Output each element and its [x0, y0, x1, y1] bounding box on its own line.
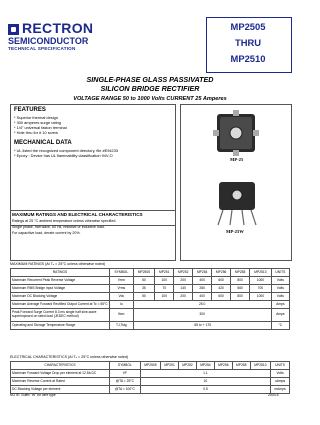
- table-row: [11, 293, 290, 301]
- package-label-mp25w: MP-25W: [226, 229, 244, 234]
- column-header: MP2505: [140, 362, 160, 370]
- product-title-line1: SINGLE-PHASE GLASS PASSIVATED: [86, 75, 214, 84]
- table-cell: Maximum RMS Bridge Input Voltage: [11, 285, 110, 293]
- table-header-row: [11, 269, 290, 277]
- package-label-mp25: MP-25: [230, 157, 244, 162]
- table-cell: 50: [133, 293, 155, 301]
- mechanical-item: * UL listed the recognized component directory, file #E94233: [14, 148, 119, 153]
- column-header: SYMBOL: [110, 269, 134, 277]
- table-header-row: [11, 362, 290, 370]
- table-cell: mAmps: [271, 386, 290, 394]
- mechanical-heading: MECHANICAL DATA: [14, 140, 72, 146]
- column-header: MP251: [161, 362, 179, 370]
- column-header: MP2505: [133, 269, 155, 277]
- table-row: [11, 378, 290, 386]
- part-number-thru: THRU: [234, 37, 262, 48]
- table-cell: 100: [155, 293, 174, 301]
- table-cell: 100: [155, 277, 174, 285]
- column-header: MP252: [179, 362, 197, 370]
- ratings-note-line: Single phase, half wave, 60 Hz, resistive or inductive load.: [12, 225, 105, 229]
- max-ratings-caption: MAXIMUM RATINGS (At Tₐ = 25°C unless otherwise noted): [10, 262, 106, 266]
- table-cell: 280: [193, 285, 212, 293]
- product-title-line2: SILICON BRIDGE RECTIFIER: [100, 84, 200, 93]
- table-cell: 70: [155, 285, 174, 293]
- column-header: MP251: [155, 269, 174, 277]
- table-cell: 300: [133, 309, 271, 322]
- feature-item: * 1/4" universal faston terminal: [14, 125, 67, 130]
- table-cell: VF: [110, 370, 141, 378]
- table-cell: 140: [174, 285, 193, 293]
- table-cell: @TA = 25°C: [110, 378, 141, 386]
- table-cell: °C: [271, 322, 289, 330]
- ratings-note-line: Ratings at 25 °C ambient temperature unless otherwise specified.: [12, 219, 117, 223]
- document-code: 2003-5: [268, 393, 279, 397]
- part-number-last: MP2510: [230, 53, 266, 64]
- table-cell: Volts: [271, 277, 289, 285]
- column-header: UNITS: [271, 269, 289, 277]
- table-cell: 0.5: [140, 386, 270, 394]
- feature-item: * Superior thermal design: [14, 115, 58, 120]
- table-cell: Maximum Forward Voltage Drop per element at 12.5A DC: [11, 370, 110, 378]
- column-header: RATINGS: [11, 269, 110, 277]
- table-row: [11, 309, 290, 322]
- table-cell: Ifsm: [110, 309, 134, 322]
- column-header: CHARACTERISTICS: [11, 362, 110, 370]
- table-cell: 600: [212, 277, 231, 285]
- column-header: UNITS: [271, 362, 290, 370]
- column-header: MP256: [212, 269, 231, 277]
- table-cell: Volts: [271, 293, 289, 301]
- table-cell: DC Blocking Voltage per element: [11, 386, 110, 394]
- table-cell: 560: [231, 285, 250, 293]
- table-cell: 800: [231, 277, 250, 285]
- table-cell: Amps: [271, 309, 289, 322]
- mp25w-package-image: [212, 180, 262, 226]
- mechanical-item: * Epoxy : Device has UL flammability classification 94V-O: [14, 153, 113, 158]
- table-row: [11, 322, 290, 330]
- table-cell: Volts: [271, 285, 289, 293]
- table-cell: -55 to + 175: [133, 322, 271, 330]
- table-cell: Volts: [271, 370, 290, 378]
- table-cell: 700: [250, 285, 272, 293]
- table-cell: 200: [174, 293, 193, 301]
- spec-label: TECHNICAL SPECIFICATION: [8, 46, 76, 51]
- table-cell: 50: [133, 277, 155, 285]
- table-cell: @TA = 100°C: [110, 386, 141, 394]
- voltage-current-range: VOLTAGE RANGE 50 to 1000 Volts CURRENT 25 Amperes: [73, 96, 227, 102]
- table-cell: 10: [140, 378, 270, 386]
- table-cell: 600: [212, 293, 231, 301]
- column-header: MP252: [174, 269, 193, 277]
- table-cell: 400: [193, 293, 212, 301]
- table-row: [11, 370, 290, 378]
- table-cell: Maximum Average Forward Rectified Output Current at Tc = 55°C: [11, 301, 110, 309]
- electrical-caption: ELECTRICAL CHARACTERISTICS (At Tₐ = 25°C unless otherwise noted): [10, 355, 129, 359]
- feature-item: * 300 amperes surge rating: [14, 120, 61, 125]
- mp25-package-image: [213, 110, 259, 156]
- table-cell: 400: [193, 277, 212, 285]
- brand-name: RECTRON: [22, 20, 94, 36]
- table-cell: 1000: [250, 293, 272, 301]
- table-cell: Maximum Recurrent Peak Reverse Voltage: [11, 277, 110, 285]
- table-cell: Amps: [271, 301, 289, 309]
- table-cell: 1000: [250, 277, 272, 285]
- table-row: [11, 285, 290, 293]
- max-ratings-table: [10, 268, 290, 330]
- company-name: SEMICONDUCTOR: [8, 36, 89, 46]
- table-cell: 200: [174, 277, 193, 285]
- table-cell: Vrrm: [110, 277, 134, 285]
- table-row: [11, 277, 290, 285]
- column-header: MP256: [214, 362, 232, 370]
- table-cell: Maximum Reverse Current at Rated: [11, 378, 110, 386]
- footnote: NOTE: Suffix "W" for wire type: [10, 393, 56, 397]
- table-cell: Maximum DC Blocking Voltage: [11, 293, 110, 301]
- ratings-notes-heading: MAXIMUM RATINGS AND ELECTRICAL CHARACTERISTICS: [12, 212, 143, 217]
- table-cell: 1.1: [140, 370, 270, 378]
- column-header: SYMBOL: [110, 362, 141, 370]
- electrical-table: [10, 361, 290, 394]
- column-header: MP254: [193, 269, 212, 277]
- table-cell: Io: [110, 301, 134, 309]
- column-header: MP258: [231, 269, 250, 277]
- table-cell: Vrms: [110, 285, 134, 293]
- column-header: MP2510: [250, 362, 270, 370]
- table-cell: 420: [212, 285, 231, 293]
- ratings-note-line: For capacitive load, derate current by 20%.: [12, 231, 81, 235]
- table-cell: Vdc: [110, 293, 134, 301]
- table-cell: uAmps: [271, 378, 290, 386]
- table-cell: Peak Forward Surge Current 8.3 ms single half sine-wave superimposed on rated load (JEDEC method): [11, 309, 110, 322]
- feature-item: * Hole thru for # 10 screw: [14, 130, 58, 135]
- features-heading: FEATURES: [14, 107, 46, 113]
- ratings-notes-panel: [10, 210, 176, 261]
- column-header: MP254: [196, 362, 214, 370]
- column-header: MP258: [232, 362, 250, 370]
- table-row: [11, 301, 290, 309]
- table-cell: 35: [133, 285, 155, 293]
- rectron-logo-icon: [8, 24, 19, 35]
- part-number-first: MP2505: [230, 21, 266, 32]
- table-cell: Operating and Storage Temperature Range: [11, 322, 110, 330]
- table-cell: 800: [231, 293, 250, 301]
- column-header: MP2510: [250, 269, 272, 277]
- table-cell: TJ,Tstg: [110, 322, 134, 330]
- table-cell: 25.0: [133, 301, 271, 309]
